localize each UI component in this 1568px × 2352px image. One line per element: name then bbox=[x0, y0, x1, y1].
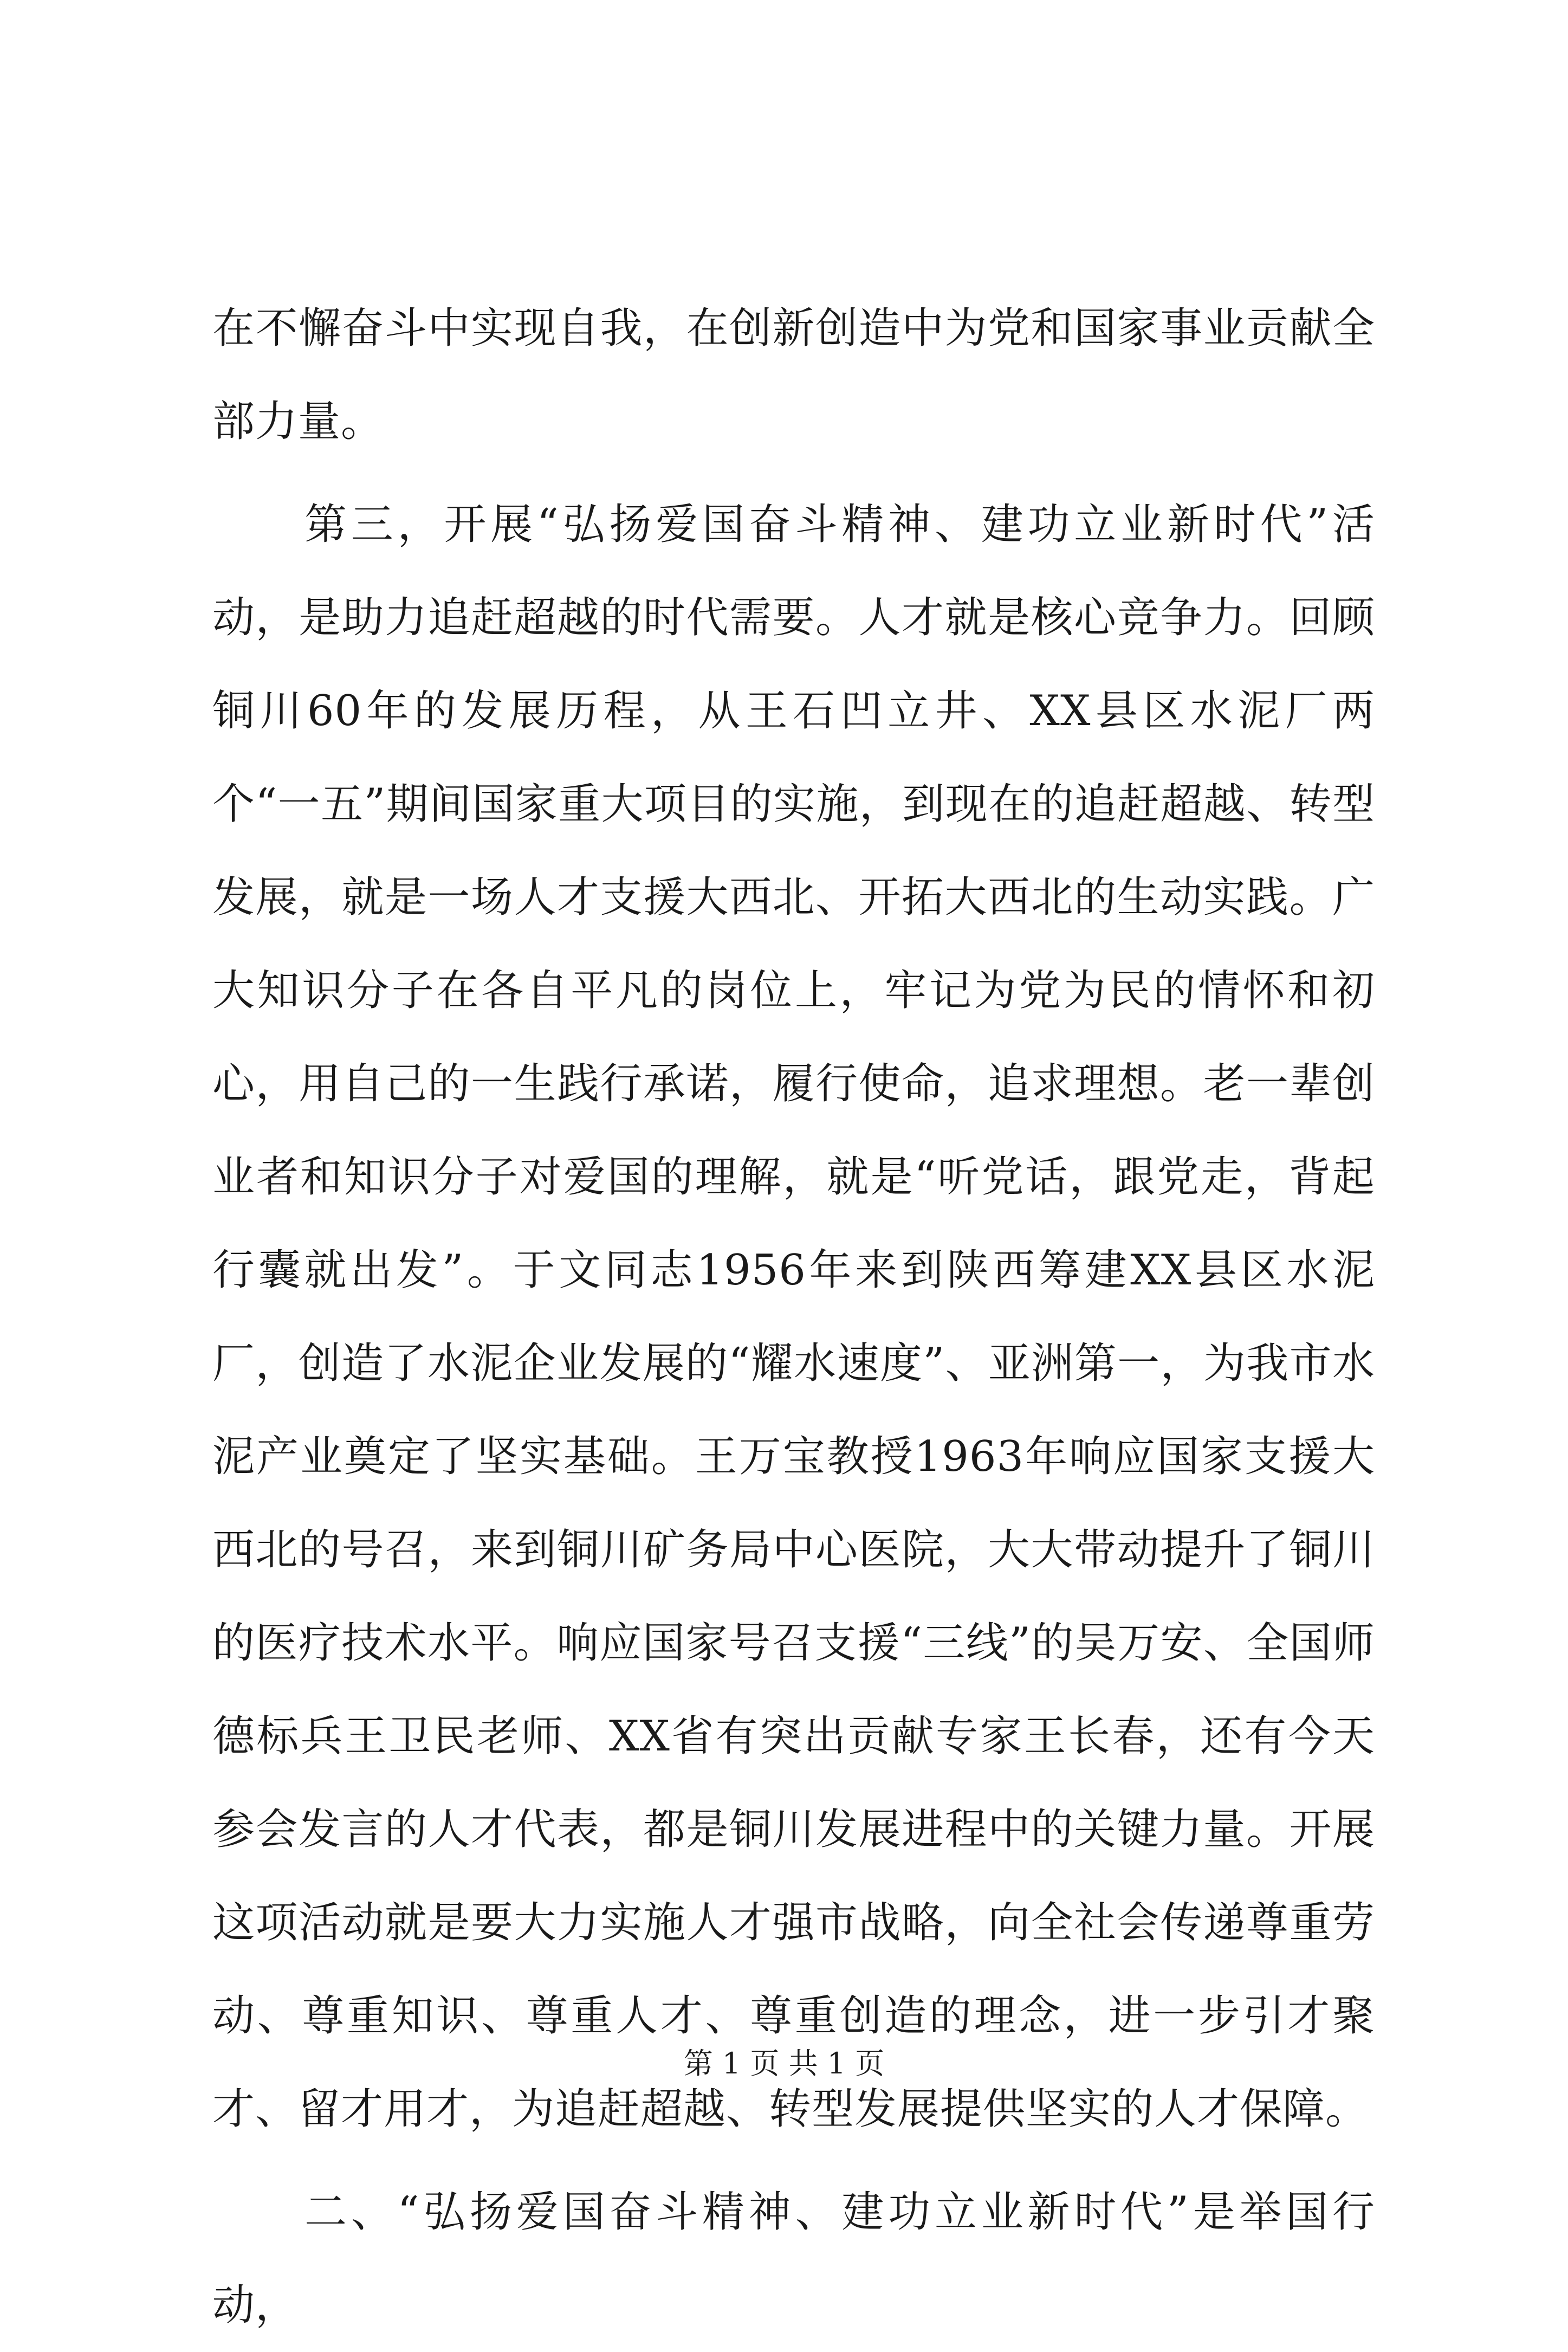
paragraph-section-two-heading: 二、“弘扬爱国奋斗精神、建功立业新时代”是举国行动， bbox=[212, 2188, 1375, 2330]
document-body bbox=[212, 282, 1375, 2352]
page-footer: 第 1 页 共 1 页 bbox=[683, 2046, 885, 2080]
paragraph-third-point: 第三，开展“弘扬爱国奋斗精神、建功立业新时代”活动，是助力追赶超越的时代需要。人才就是核心竞争力。回顾铜川60年的发展历程，从王石凹立井、XX县区水泥厂两个“一五”期间国家重大项目的实施，到现在的追赶超越、转型发展，就是一场人才支援大西北、开拓大西北的生动实践。广大知识分子在各自平凡的岗位上，牢记为党为民的情怀和初心，用自己的一生践行承诺，履行使命，追求理想。老一辈创业者和知识分子对爱国的理解，就是“听党话，跟党走，背起行囊就出发”。于文同志1956年来到陕西筹建XX县区水泥厂，创造了水泥企业发展的“耀水速度”、亚洲第一，为我市水泥产业奠定了坚实基础。王万宝教授1963年响应国家支援大西北的号召，来到铜川矿务局中心医院，大大带动提升了铜川的医疗技术水平。响应国家号召支援“三线”的吴万安、全国师德标兵王卫民老师、XX省有突出贡献专家王长春，还有今天参会发言的人才代表，都是铜川发展进程中的关键力量。开展这项活动就是要大力实施人才强市战略，向全社会传递尊重劳动、尊重知识、尊重人才、尊重创造的理念，进一步引才聚才、留才用才，为追赶超越、转型发展提供坚实的人才保障。 bbox=[212, 500, 1375, 2134]
paragraph-continuation: 在不懈奋斗中实现自我，在创新创造中为党和国家事业贡献全部力量。 bbox=[212, 304, 1375, 446]
